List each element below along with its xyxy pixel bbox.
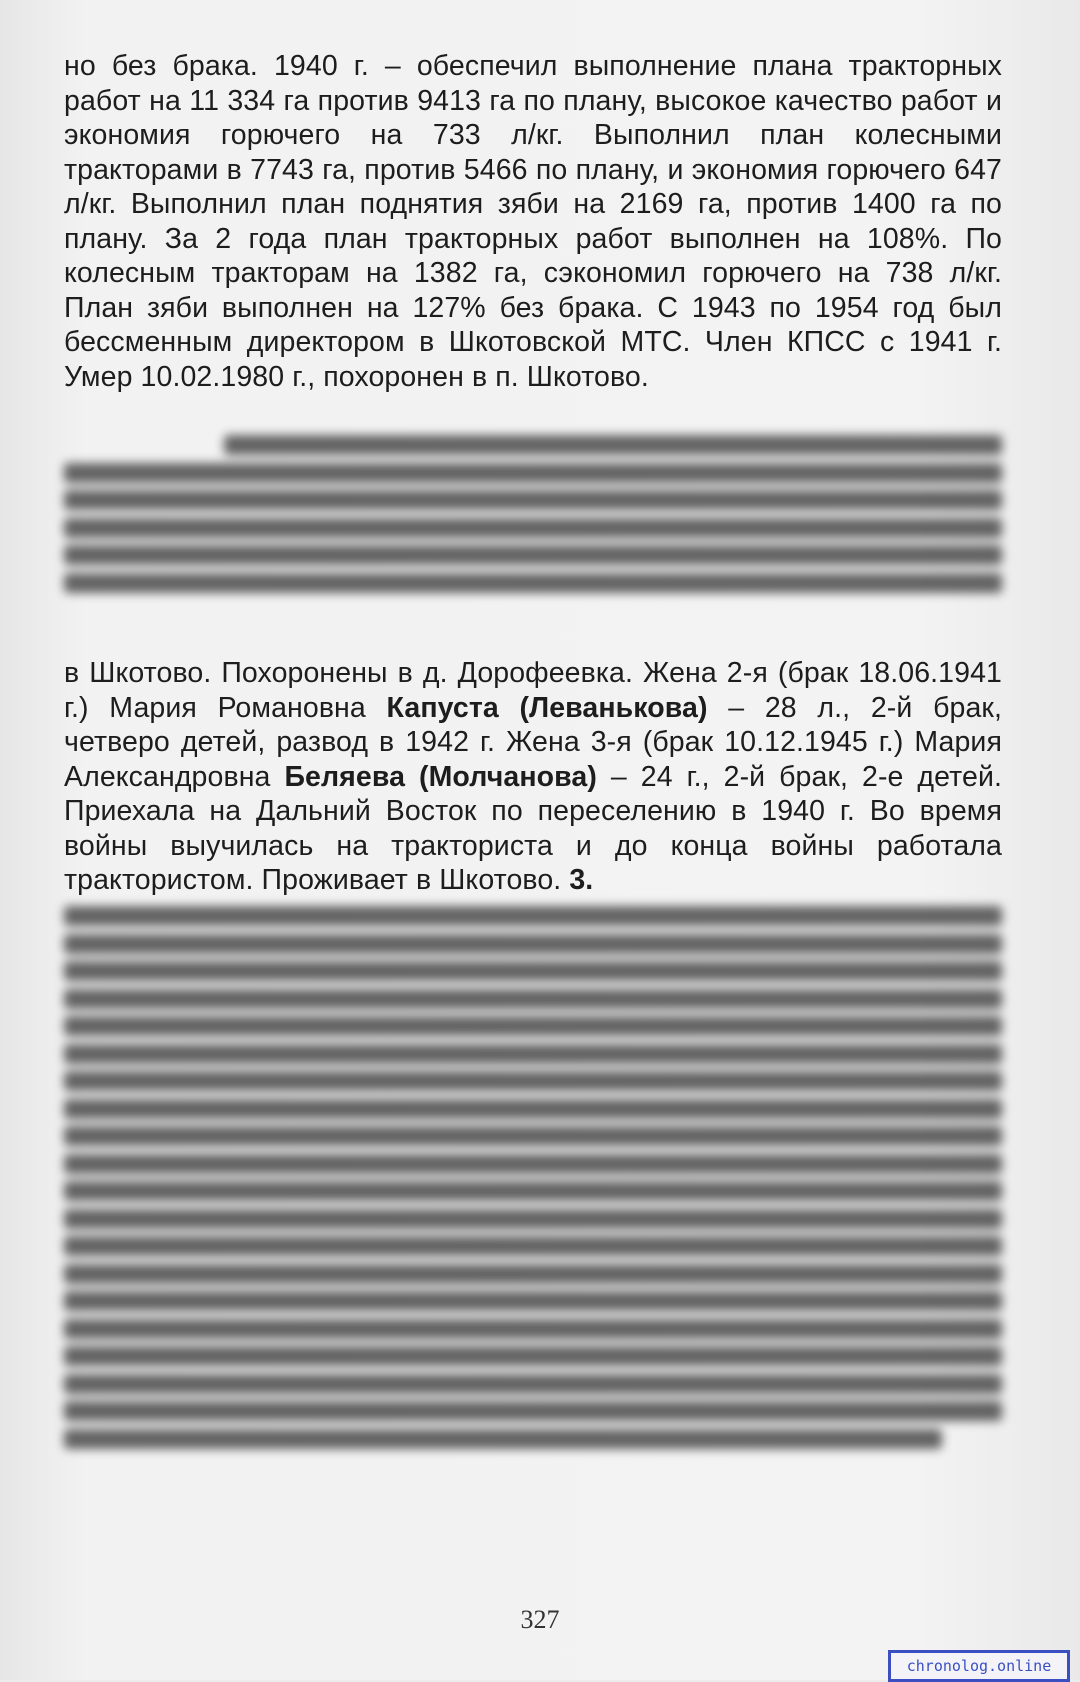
- blurred-region-bottom: [64, 899, 1002, 1599]
- page-number: 327: [520, 1605, 560, 1634]
- surname-belyaeva: Беляева (Молчанова): [284, 760, 597, 793]
- middle-part-1: в Шкотово. Похоронены в д. Дорофеевка. Жена 2-я (брак 18.06.1941 г.) Мария Романовна: [64, 657, 1002, 724]
- watermark-link[interactable]: chronolog.online: [888, 1650, 1070, 1682]
- paragraph-top-text: но без брака. 1940 г. – обеспечил выполнение плана тракторных работ на 11 334 га против 9413 га по плану, высокое качество работ и экономия горючего на 733 л/кг. Выполнил план колесными тракторами в 7743 га, против 5466 по плану, и экономия горючего 647 л/кг. Выполнил план поднятия зяби на 2169 га, против 1400 га по плану. За 2 года план тракторных работ выполнен на 108%. По колесным тракторам на 1382 га, сэкономил горючего на 738 л/кг. План зяби выполнен на 127% без брака. С 1943 по 1954 год был бессменным директором в Шкотовской МТС. Член КПСС с 1941 г. Умер 10.02.1980 г., похоронен в п. Шкотово.: [64, 50, 1002, 393]
- paragraph-middle-text: [64, 656, 1002, 898]
- item-number-3: 3.: [569, 864, 594, 896]
- paragraph-middle: [64, 656, 1002, 898]
- paragraph-top: [64, 49, 1002, 394]
- surname-kapusta: Капуста (Леванькова): [386, 691, 708, 724]
- blurred-region-top: [64, 428, 1002, 652]
- middle-part-3: – 24 г., 2-й брак, 2-е детей. Приехала на Дальний Восток по переселению в 1940 г. Во время войны выучилась на тракториста и до конца войны работала трактористом. Проживает в Шкотово.: [64, 760, 1002, 896]
- middle-part-2: – 28 л., 2-й брак, четверо детей, развод в 1942 г. Жена 3-я (брак 10.12.1945 г.) Мария Александровна: [64, 691, 1002, 793]
